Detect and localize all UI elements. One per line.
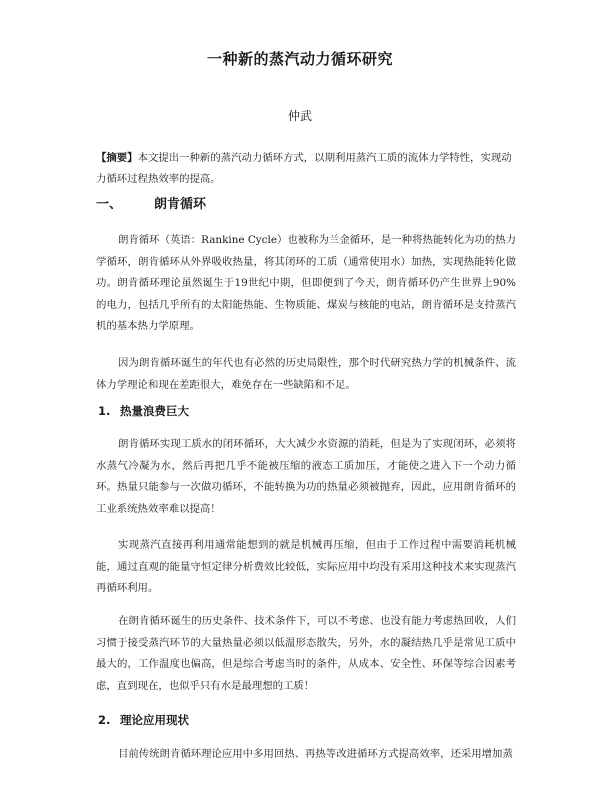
- subsection-title: 热量浪费巨大: [120, 404, 189, 418]
- abstract-label: 【摘要】: [96, 152, 138, 164]
- section-number: 一、: [96, 197, 123, 212]
- paragraph: 因为朗肯循环诞生的年代也有必然的历史局限性，那个时代研究热力学的机械条件、流体力学理论和现在差距很大，难免存在一些缺陷和不足。: [96, 357, 516, 391]
- subsection-heading-application-status: [98, 712, 189, 728]
- subsection-title: 理论应用现状: [120, 713, 189, 727]
- paragraph: 朗肯循环（英语：Rankine Cycle）也被称为兰金循环，是一种将热能转化为功的热力学循环，朗肯循环从外界吸收热量，将其闭环的工质（通常使用水）加热，实现热能转化做功。朗肯循环理论虽然诞生于19世纪中期，但即便到了今天，朗肯循环仍产生世界上90%的电力，包括几乎所有的太阳能热能、生物质能、煤炭与核能的电站，朗肯循环是支持蒸汽机的基本热力学原理。: [96, 234, 516, 333]
- author-name: 仲武: [287, 109, 312, 123]
- paragraph: 朗肯循环实现工质水的闭环循环，大大减少水资源的消耗，但是为了实现闭环，必须将水蒸气冷凝为水，然后再把几乎不能被压缩的液态工质加压，才能使之进入下一个动力循环。热量只能参与一次做功循环，不能转换为功的热量必须被抛弃，因此，应用朗肯循环的工业系统热效率难以提高！: [96, 438, 516, 515]
- paragraph: 在朗肯循环诞生的历史条件、技术条件下，可以不考虑、也没有能力考虑热回收，人们习惯于接受蒸汽环节的大量热量必须以低温形态散失，另外，水的凝结热几乎是常见工质中最大的，工作温度也偏高，但是综合考虑当时的条件，从成本、安全性、环保等综合因素考虑，直到现在，也似乎只有水是最理想的工质！: [96, 615, 516, 692]
- paragraph: 目前传统朗肯循环理论应用中多用回热、再热等改进循环方式提高效率，还采用增加蒸: [118, 748, 513, 760]
- paragraph: 实现蒸汽直接再利用通常能想到的就是机械再压缩，但由于工作过程中需要消耗机械能，通过直观的能量守恒定律分析费效比较低，实际应用中均没有采用这种技术来实现蒸汽再循环利用。: [96, 539, 516, 595]
- subsection-number: 1.: [98, 404, 111, 418]
- section-title: 朗肯循环: [154, 197, 207, 212]
- abstract-text: 本文提出一种新的蒸汽动力循环方式，以期利用蒸汽工质的流体力学特性，实现动力循环过程热效率的提高。: [96, 152, 512, 185]
- section-heading-rankine: [96, 193, 206, 212]
- abstract: [96, 148, 514, 190]
- paper-title: 一种新的蒸汽动力循环研究: [206, 50, 393, 68]
- subsection-number: 2.: [98, 713, 111, 727]
- subsection-heading-heat-waste: [98, 403, 189, 419]
